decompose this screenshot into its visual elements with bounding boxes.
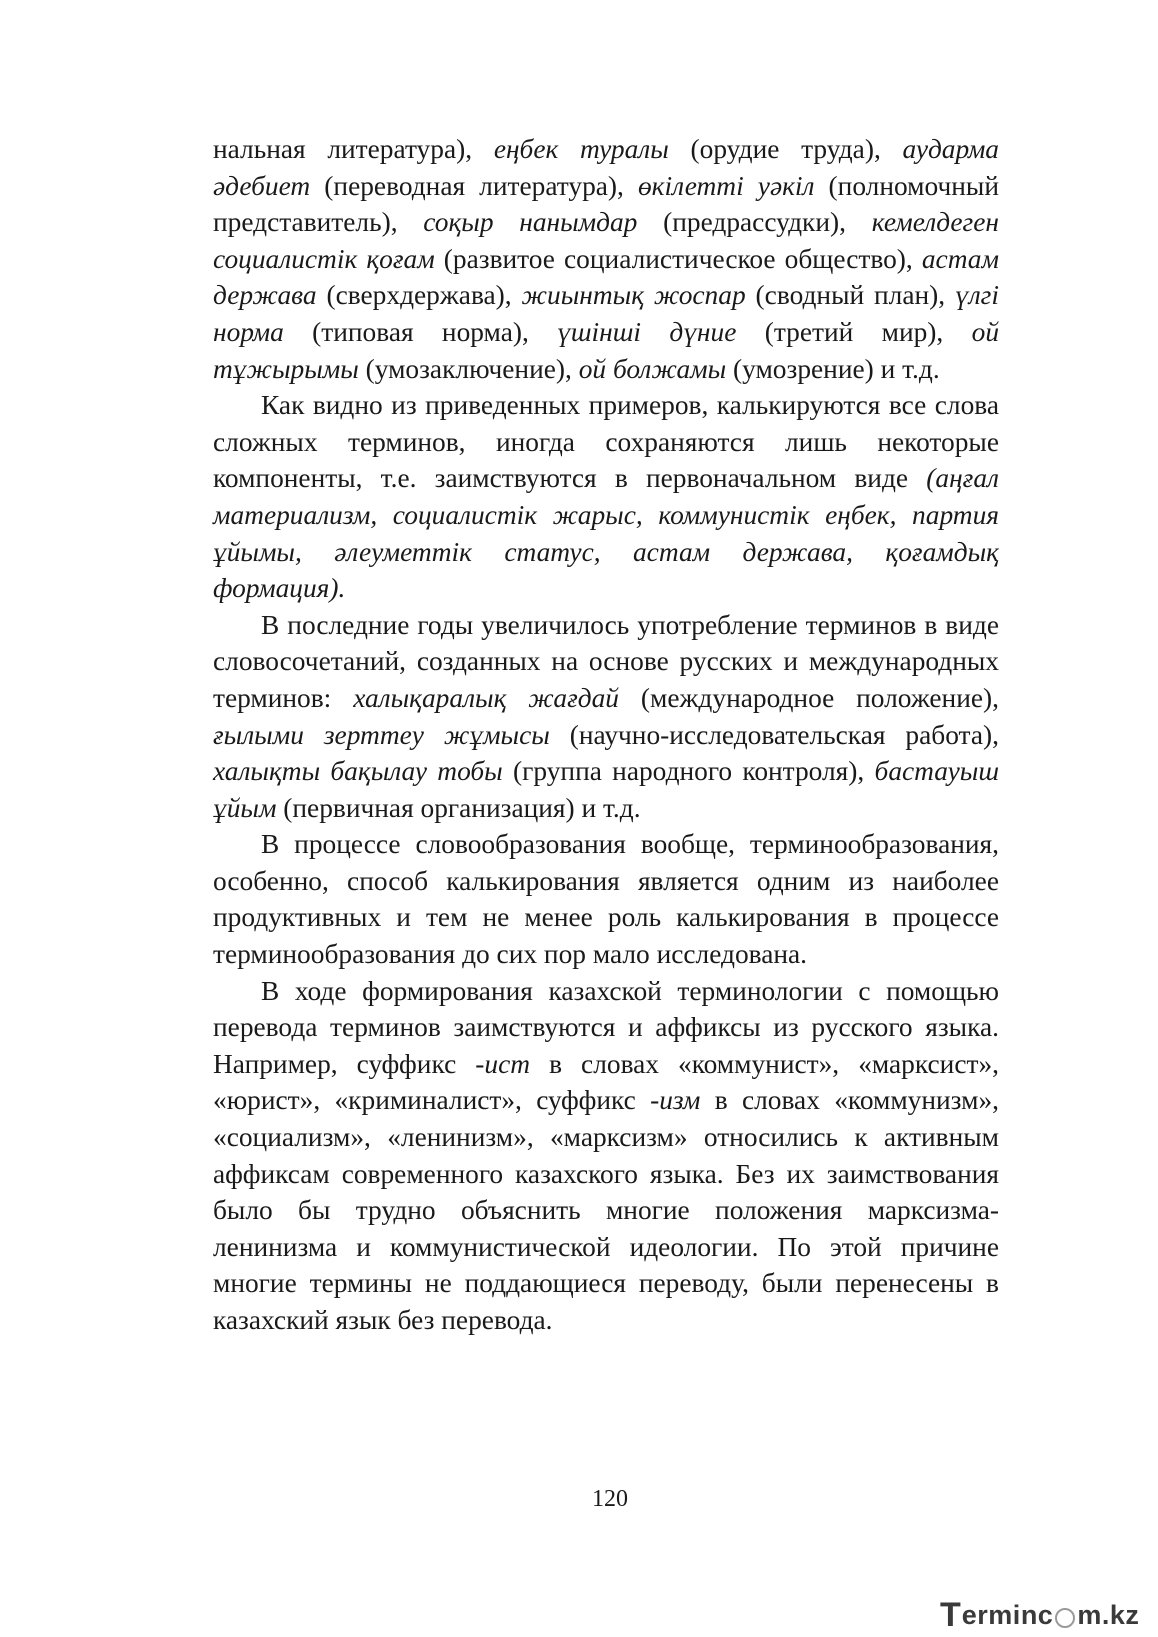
watermark-text-end: m.kz — [1077, 1600, 1140, 1630]
paragraph: Как видно из приведенных примеров, калькируются все слова сложных терминов, иногда сохраняются лишь некоторые компоненты, т.е. заимствуются в первоначальном виде (аңғал материализм, социалистік жарыс, коммунистік еңбек, партия ұйымы, әлеуметтік статус, астам держава, қоғамдық формация). — [213, 390, 999, 604]
body-text — [213, 131, 999, 1339]
paragraph: В процессе словообразования вообще, терминообразования, особенно, способ калькирования является одним из наиболее продуктивных и тем не менее роль калькирования в процессе терминообразования до сих пор мало исследована. — [213, 829, 999, 970]
magnifier-icon — [1055, 1608, 1075, 1628]
paragraph: В ходе формирования казахской терминологии с помощью перевода терминов заимствуются и аффиксы из русского языка. Например, суффикс -ист в словах «коммунист», «марксист», «юрист», «криминалист», суффикс -изм в словах «коммунизм», «социализм», «ленинизм», «марксизм» относились к активным аффиксам современного казахского языка. Без их заимствования было бы трудно объяснить многие положения марксизма-ленинизма и коммунистической идеологии. По этой причине многие термины не поддающиеся переводу, были перенесены в казахский язык без перевода. — [213, 975, 999, 1335]
paragraph: В последние годы увеличилось употребление терминов в виде словосочетаний, созданных на основе русских и международных терминов: халықаралық жағдай (международное положение), ғылыми зерттеу жұмысы (научно-исследовательская работа), халықты бақылау тобы (группа народного контроля), бастауыш ұйым (первичная организация) и т.д. — [213, 609, 1000, 823]
page-number: 120 — [592, 1486, 628, 1512]
watermark-initial: T — [940, 1596, 961, 1634]
watermark-text-start: erminc — [961, 1600, 1054, 1630]
paragraph: нальная литература), еңбек туралы (орудие труда), аударма әдебиет (переводная литература), өкілетті уәкіл (полномочный представитель), соқыр нанымдар (предрассудки), кемелдеген социалистік қоғам (развитое социалистическое общество), астам держава (сверхдержава), жиынтық жоспар (сводный план), үлгі норма (типовая норма), үшінші дүние (третий мир), ой тұжырымы (умозаключение), ой болжамы (умозрение) и т.д. — [213, 134, 1000, 384]
watermark-logo — [940, 1596, 1150, 1634]
